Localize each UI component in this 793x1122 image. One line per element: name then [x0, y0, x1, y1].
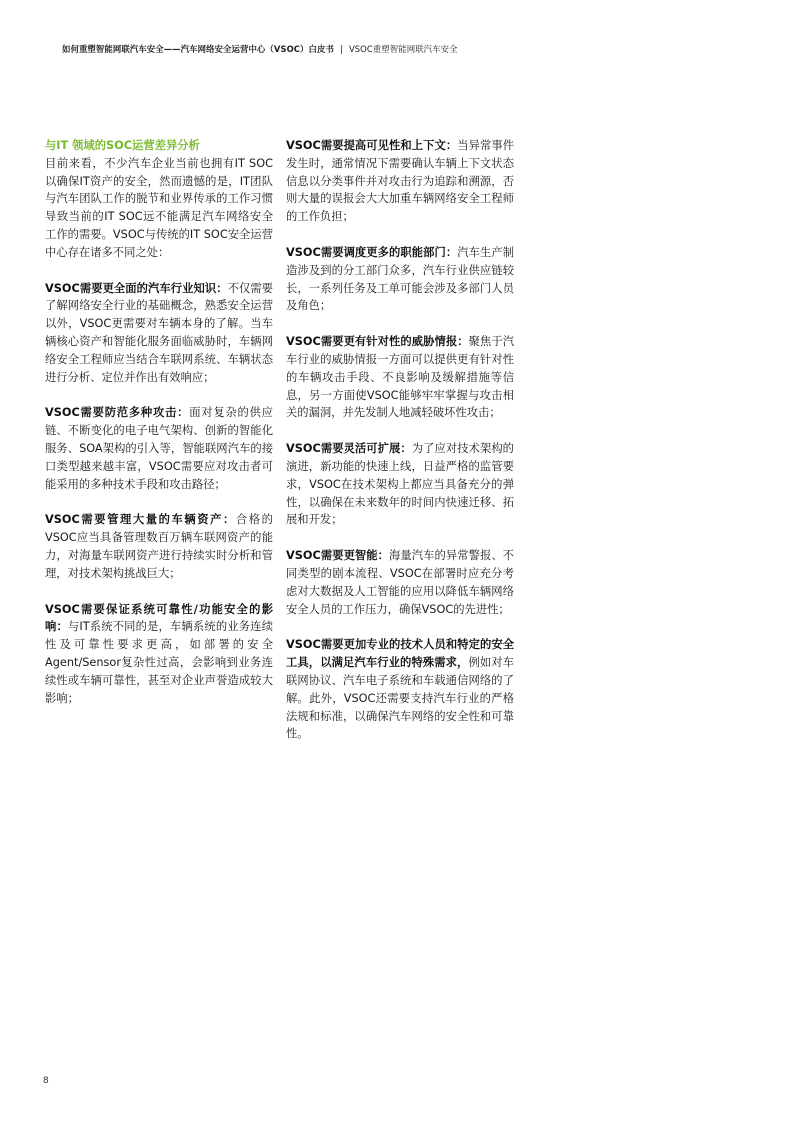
list-item	[286, 244, 514, 315]
item-title: VSOC需要更加专业的技术人员和特定的安全工具，以满足汽车行业的特殊需求，	[286, 638, 514, 670]
item-title: VSOC需要更智能：	[286, 549, 390, 563]
item-title: VSOC需要提高可见性和上下文：	[286, 139, 458, 152]
running-header	[62, 43, 742, 55]
list-item	[45, 404, 273, 493]
list-item	[286, 636, 514, 743]
list-item	[286, 440, 514, 529]
item-title: VSOC需要更有针对性的威胁情报：	[286, 335, 469, 349]
page-number: 8	[43, 1076, 49, 1086]
header-title: 如何重塑智能网联汽车安全——汽车网络安全运营中心（VSOC）白皮书	[62, 44, 334, 54]
list-item	[45, 280, 273, 387]
left-column	[45, 137, 273, 725]
header-subtitle: VSOC重塑智能网联汽车安全	[348, 44, 458, 54]
item-text: 聚焦于汽车行业的威胁情报一方面可以提供更有针对性的车辆攻击手段、不良影响及缓解措施等信息，另一方面使VSOC能够牢牢掌握与攻击相关的漏洞，并先发制人地减轻破坏性攻击；	[286, 335, 514, 420]
item-title: VSOC需要灵活可扩展：	[286, 442, 412, 456]
item-text: 合格的VSOC应当具备管理数百万辆车联网资产的能力，对海量车联网资产进行持续实时分析和管理，对技术架构挑战巨大；	[45, 513, 273, 580]
list-item	[286, 547, 514, 618]
item-text: 与IT系统不同的是，车辆系统的业务连续性及可靠性要求更高，如部署的安全Agent/Sensor复杂性过高，会影响到业务连续性或车辆可靠性，甚至对企业声誉造成较大影响；	[45, 620, 273, 705]
item-text: 面对复杂的供应链、不断变化的电子电气架构、创新的智能化服务、SOA架构的引入等，智能联网汽车的接口类型越来越丰富，VSOC需要应对攻击者可能采用的多种技术手段和攻击路径；	[45, 406, 273, 491]
section-heading: 与IT 领域的SOC运营差异分析	[45, 139, 200, 152]
right-column	[286, 137, 514, 761]
list-item	[45, 511, 273, 582]
item-text: 海量汽车的异常警报、不同类型的剧本流程、VSOC在部署时应充分考虑对大数据及人工智能的应用以降低车辆网络安全人员的工作压力，确保VSOC的先进性；	[286, 549, 514, 616]
item-text: 当异常事件发生时，通常情况下需要确认车辆上下文状态信息以分类事件并对攻击行为追踪和溯源，否则大量的误报会大大加重车辆网络安全工程师的工作负担；	[286, 139, 514, 224]
intro-paragraph: 目前来看，不少汽车企业当前也拥有IT SOC以确保IT资产的安全，然而遗憾的是，IT团队与汽车团队工作的脱节和业界传承的工作习惯导致当前的IT SOC远不能满足汽车网络安全工作的需要。VSOC与传统的IT SOC安全运营中心存在诸多不同之处：	[45, 156, 273, 259]
item-text: 汽车生产制造涉及到的分工部门众多，汽车行业供应链较长，一系列任务及工单可能会涉及多部门人员及角色；	[286, 245, 514, 313]
item-title: VSOC需要管理大量的车辆资产：	[45, 513, 236, 527]
list-item	[45, 601, 273, 708]
list-item	[286, 137, 514, 226]
list-item	[286, 333, 514, 422]
item-title: VSOC需要保证系统可靠性/功能安全的影响：	[45, 602, 273, 634]
item-title: VSOC需要更全面的汽车行业知识：	[45, 281, 228, 295]
header-separator: |	[339, 44, 343, 54]
item-text: 不仅需要了解网络安全行业的基础概念，熟悉安全运营以外，VSOC更需要对车辆本身的了解。当车辆核心资产和智能化服务面临威胁时，车辆网络安全工程师应当结合车联网系统、车辆状态进行分析、定位并作出有效响应；	[45, 281, 273, 384]
item-title: VSOC需要调度更多的职能部门：	[286, 245, 458, 259]
item-title: VSOC需要防范多种攻击：	[45, 406, 190, 420]
item-text: 为了应对技术架构的演进，新功能的快速上线，日益严格的监管要求，VSOC在技术架构上都应当具备充分的弹性，以确保在未来数年的时间内快速迁移、拓展和开发；	[286, 442, 514, 527]
item-text: 例如对车联网协议、汽车电子系统和车载通信网络的了解。此外，VSOC还需要支持汽车行业的严格法规和标准，以确保汽车网络的安全性和可靠性。	[286, 656, 514, 741]
